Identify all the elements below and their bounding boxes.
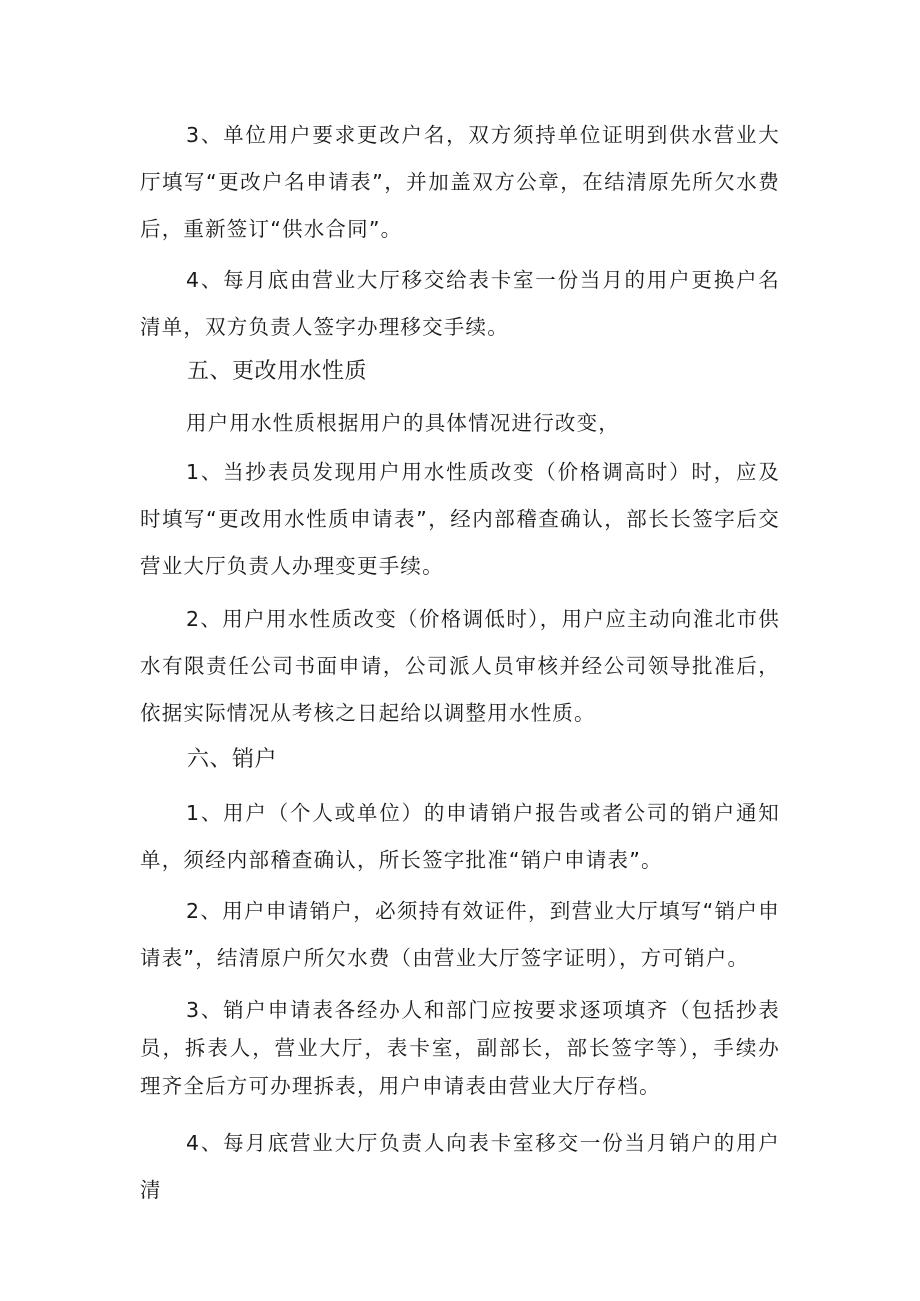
- paragraph-text: 2、用户用水性质改变（价格调低时），用户应主动向淮北市供水有限责任公司书面申请，公司派人员审核并经公司领导批准后，依据实际情况从考核之日起给以调整用水性质。: [140, 607, 780, 725]
- paragraph-rename-item-3: [140, 112, 780, 253]
- paragraph-section6-item-4: [140, 1120, 780, 1214]
- paragraph-rename-item-4: [140, 257, 780, 351]
- section-heading-5: 五、更改用水性质: [187, 359, 368, 384]
- paragraph-text: 用户用水性质根据用户的具体情况进行改变，: [186, 411, 620, 435]
- paragraph-text: 3、销户申请表各经办人和部门应按要求逐项填齐（包括抄表员，拆表人，营业大厅，表卡室，副部长，部长签字等），手续办理齐全后方可办理拆表，用户申请表由营业大厅存档。: [140, 998, 780, 1098]
- paragraph-section6-item-3: [140, 991, 780, 1105]
- paragraph-section5-item-2: [140, 596, 780, 737]
- paragraph-section6-item-1: [140, 790, 780, 884]
- paragraph-section5-intro: [140, 400, 780, 447]
- paragraph-section5-item-1: [140, 449, 780, 590]
- paragraph-text: 3、单位用户要求更改户名，双方须持单位证明到供水营业大厅填写“更改户名申请表”，并加盖双方公章，在结清原先所欠水费后，重新签订“供水合同”。: [140, 123, 780, 241]
- paragraph-text: 4、每月底由营业大厅移交给表卡室一份当月的用户更换户名清单，双方负责人签字办理移交手续。: [140, 268, 780, 339]
- paragraph-text: 1、用户（个人或单位）的申请销户报告或者公司的销户通知单，须经内部稽查确认，所长签字批准“销户申请表”。: [140, 801, 780, 872]
- section-heading-6: 六、销户: [187, 747, 278, 772]
- paragraph-text: 1、当抄表员发现用户用水性质改变（价格调高时）时，应及时填写“更改用水性质申请表”，经内部稽查确认，部长长签字后交营业大厅负责人办理变更手续。: [140, 460, 780, 578]
- paragraph-text: 2、用户申请销户，必须持有效证件，到营业大厅填写“销户申请表”，结清原户所欠水费（由营业大厅签字证明），方可销户。: [140, 899, 780, 970]
- paragraph-section6-item-2: [140, 888, 780, 982]
- paragraph-text: 4、每月底营业大厅负责人向表卡室移交一份当月销户的用户清: [140, 1131, 780, 1202]
